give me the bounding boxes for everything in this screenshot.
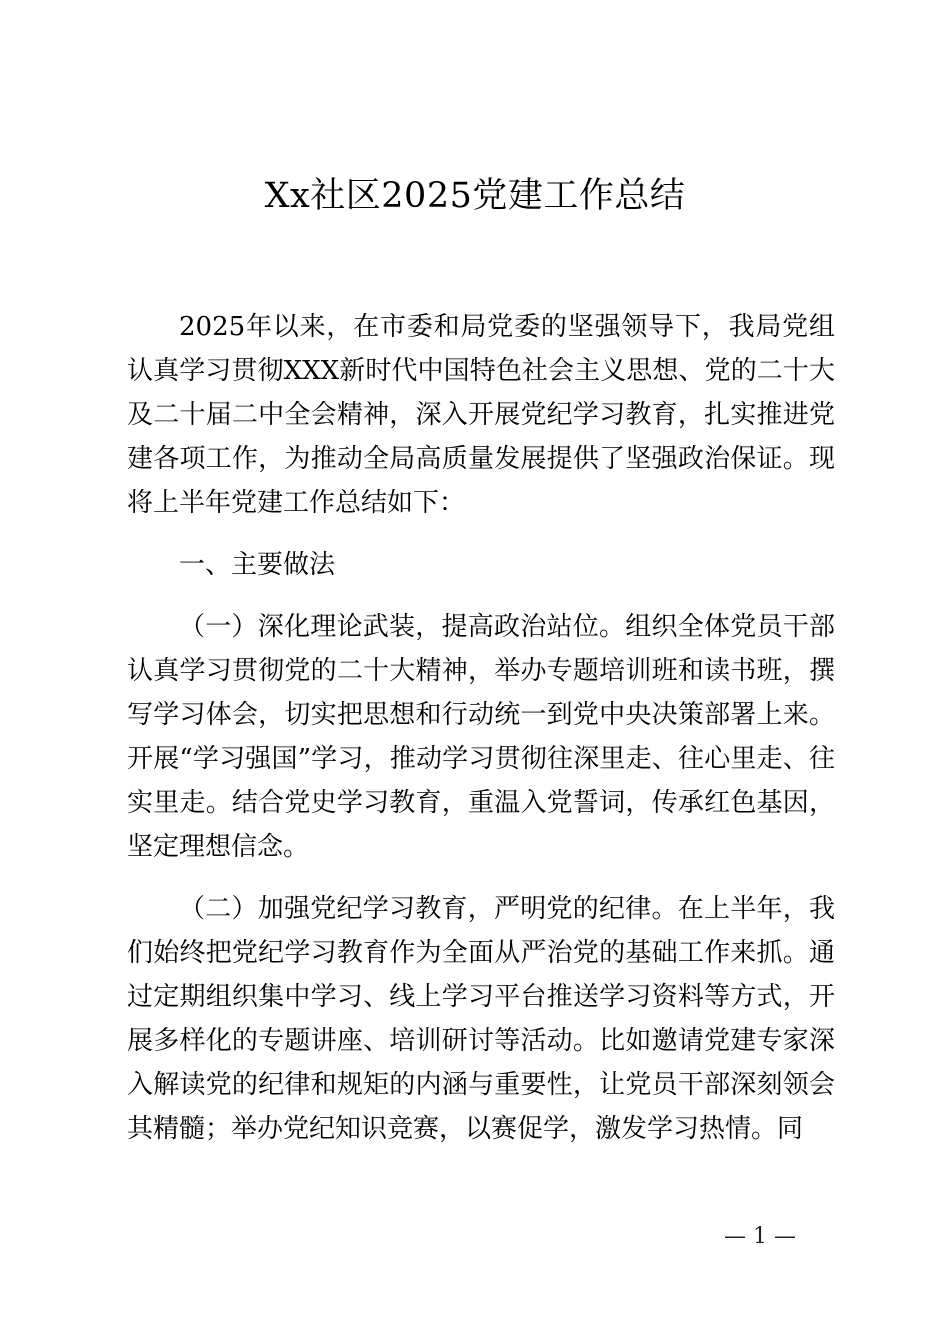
body-paragraph: （二）加强党纪学习教育，严明党的纪律。在上半年，我们始终把党纪学习教育作为全面从严治党的基础工作来抓。通过定期组织集中学习、线上学习平台推送学习资料等方式，开展多样化的专题讲座、培训研讨等活动。比如邀请党建专家深入解读党的纪律和规矩的内涵与重要性，让党员干部深刻领会其精髓；举办党纪知识竞赛，以赛促学，激发学习热情。同 bbox=[127, 894, 835, 1144]
body-paragraph: （一）深化理论武装，提高政治站位。组织全体党员干部认真学习贯彻党的二十大精神，举办专题培训班和读书班，撰写学习体会，切实把思想和行动统一到党中央决策部署上来。开展“学习强国”学习，推动学习贯彻往深里走、往心里走、往实里走。结合党史学习教育，重温入党誓词，传承红色基因，坚定理想信念。 bbox=[127, 612, 835, 862]
document-body bbox=[127, 305, 835, 1151]
intro-paragraph: 2025年以来，在市委和局党委的坚强领导下，我局党组认真学习贯彻XXX新时代中国特色社会主义思想、党的二十大及二十届二中全会精神，深入开展党纪学习教育，扎实推进党建各项工作，为推动全局高质量发展提供了坚强政治保证。现将上半年党建工作总结如下： bbox=[127, 312, 835, 518]
section-heading: 一、主要做法 bbox=[179, 550, 336, 580]
page-number: — 1 — bbox=[724, 1224, 796, 1249]
document-title: Xx社区2025党建工作总结 bbox=[264, 176, 686, 216]
